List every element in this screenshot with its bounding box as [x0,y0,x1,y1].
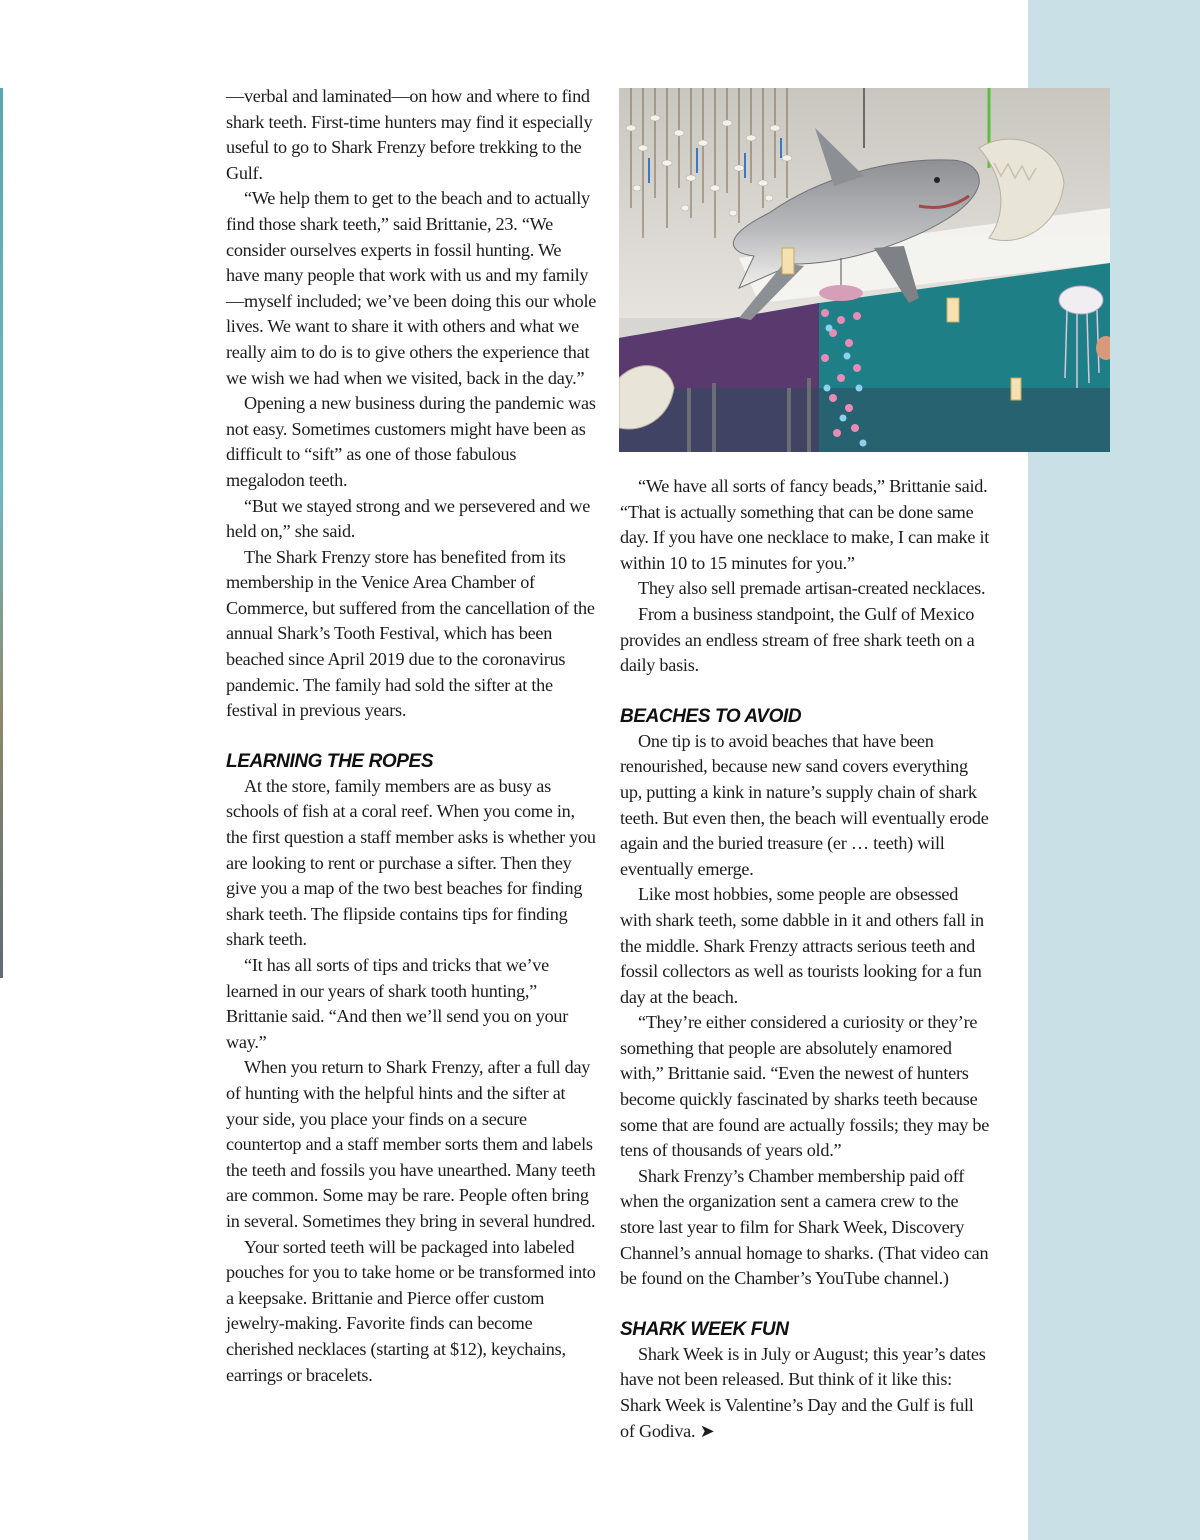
paragraph: Shark Week is in July or August; this year’s dates have not been released. But think of it like this: Shark Week is Valentine’s Day and the Gulf is full of Godiva. ➤ [620,1343,986,1441]
paragraph: Opening a new business during the pandemic was not easy. Sometimes customers might have been as difficult to “sift” as one of those fabulous megalodon teeth. [226,393,596,490]
section-heading-shark-week-fun: SHARK WEEK FUN [620,1318,789,1340]
paragraph: Like most hobbies, some people are obsessed with shark teeth, some dabble in it and others fall in the middle. Shark Frenzy attracts serious teeth and fossil collectors as well as tourists looking for a fun day at the beach. [620,884,984,1007]
paragraph: “It has all sorts of tips and tricks that we’ve learned in our years of shark tooth hunting,” Brittanie said. “And then we’ll send you on your way.” [226,955,569,1052]
paragraph: “They’re either considered a curiosity or they’re something that people are absolutely enamored with,” Brittanie said. “Even the newest of hunters become quickly fascinated by sharks teeth because some that are found are actually fossils; they may be tens of thousands of years old.” [620,1012,990,1161]
paragraph: “We help them to get to the beach and to actually find those shark teeth,” said Brittanie, 23. “We consider ourselves experts in fossil hunting. We have many people that work with us and my family—myself included; we’ve been doing this our whole lives. We want to share it with others and what we really aim to do is to give others the experience that we wish we had when we visited, back in the day.” [226,188,597,388]
section-heading-learning-the-ropes: LEARNING THE ROPES [226,750,434,772]
paragraph: “We have all sorts of fancy beads,” Brittanie said. “That is actually something that can be done same day. If you have one necklace to make, I can make it within 10 to 15 minutes for you.” [620,476,990,573]
paragraph: From a business standpoint, the Gulf of Mexico provides an endless stream of free shark teeth on a daily basis. [620,603,975,676]
paragraph: —verbal and laminated—on how and where to find shark teeth. First-time hunters may find it especially useful to go to Shark Frenzy before trekking to the Gulf. [226,86,593,183]
paragraph: They also sell premade artisan-created necklaces. [638,578,986,599]
section-heading-beaches-to-avoid: BEACHES TO AVOID [620,705,802,727]
paragraph: Your sorted teeth will be packaged into labeled pouches for you to take home or be transformed into a keepsake. Brittanie and Pierce offer custom jewelry-making. Favorite finds can become cherished necklaces (starting at $12), keychains, earrings or bracelets. [226,1236,596,1385]
article-column-left [226,84,598,1388]
article-column-right [620,474,992,1444]
paragraph: The Shark Frenzy store has benefited from its membership in the Venice Area Chamber of Commerce, but suffered from the cancellation of the annual Shark’s Tooth Festival, which has been beached since April 2019 due to the coronavirus pandemic. The family had sold the sifter at the festival in previous years. [226,546,595,721]
paragraph: One tip is to avoid beaches that have been renourished, because new sand covers everything up, putting a kink in nature’s supply chain of shark teeth. But even then, the beach will eventually erode again and the buried treasure (er … teeth) will eventually emerge. [620,730,989,879]
paragraph: At the store, family members are as busy as schools of fish at a coral reef. When you come in, the first question a staff member asks is whether you are looking to rent or purchase a sifter. Then they give you a map of the two best beaches for finding shark teeth. The flipside contains tips for finding shark teeth. [226,775,596,950]
paragraph: Shark Frenzy’s Chamber membership paid off when the organization sent a camera crew to the store last year to film for Shark Week, Discovery Channel’s annual homage to sharks. (That video can be found on the Chamber’s YouTube channel.) [620,1165,989,1289]
paragraph: “But we stayed strong and we persevered and we held on,” she said. [226,495,591,542]
paragraph: When you return to Shark Frenzy, after a full day of hunting with the helpful hints and the sifter at your side, you place your finds on a secure countertop and a staff member sorts them and labels the teeth and fossils you have unearthed. Many teeth are common. Some may be rare. People often bring in several. Sometimes they bring in several hundred. [226,1057,596,1231]
adjacent-page-edge [0,88,3,978]
store-interior-photo [619,88,1110,452]
shark-display-illustration [619,88,1110,452]
